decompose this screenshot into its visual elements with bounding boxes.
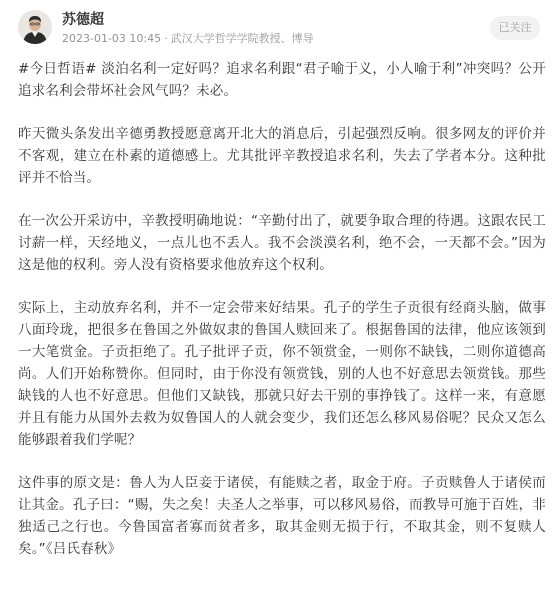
avatar-portrait-icon (18, 10, 52, 44)
author-description: 武汉大学哲学学院教授、博导 (170, 32, 314, 45)
paragraph-3: 在一次公开采访中，辛教授明确地说：“辛勤付出了，就要争取合理的待遇。这跟农民工讨薪一样，天经地义，一点儿也不丢人。我不会淡漠名利，绝不会，一天都不会。”因为这是他的权利。旁人没有资格要求他放弃这个权利。 (18, 213, 546, 273)
paragraph-4: 实际上，主动放弃名利，并不一定会带来好结果。孔子的学生子贡很有经商头脑，做事八面玲珑，把很多在鲁国之外做奴隶的鲁国人赎回来了。根据鲁国的法律，他应该领到一大笔赏金。子贡拒绝了。孔子批评子贡，你不领赏金，一则你不缺钱，二则你道德高尚。人们开始称赞你。但同时，由于你没有领赏钱，别的人也不好意思去领赏钱。那些缺钱的人也不好意思。但他们又缺钱，那就只好去干别的事挣钱了。这样一来，有意愿并且有能力从国外去救为奴鲁国人的人就会变少，我们还怎么移风易俗呢？民众又怎么能够跟着我们学呢？ (18, 300, 546, 448)
topic-tag[interactable]: #今日哲语# (18, 61, 97, 77)
paragraph-1 (18, 58, 546, 102)
paragraph-1-text: 淡泊名利一定好吗？追求名利跟“君子喻于义，小人喻于利”冲突吗？公开追求名利会带坏社会风气吗？未必。 (18, 61, 547, 99)
paragraph-5: 这件事的原文是：鲁人为人臣妾于诸侯，有能赎之者，取金于府。子贡赎鲁人于诸侯而让其金。孔子曰：“赐，失之矣！夫圣人之举事，可以移风易俗，而教导可施于百姓，非独适己之行也。今鲁国富者寡而贫者多，取其金则无损于行，不取其金，则不复赎人矣。”《吕氏春秋》 (18, 475, 546, 557)
author-name[interactable]: 苏德超 (62, 12, 104, 28)
post-meta (62, 32, 314, 46)
avatar[interactable] (18, 10, 52, 44)
paragraph-2: 昨天微头条发出辛德勇教授愿意离开北大的消息后，引起强烈反响。很多网友的评价并不客观，建立在朴素的道德感上。尤其批评辛教授追求名利，失去了学者本分。这种批评并不恰当。 (18, 126, 546, 186)
follow-button[interactable]: 已关注 (490, 16, 540, 40)
post-header (18, 8, 546, 52)
post-body (18, 58, 546, 560)
post-timestamp: 2023-01-03 10:45 (62, 32, 162, 45)
meta-separator: · (164, 32, 168, 45)
